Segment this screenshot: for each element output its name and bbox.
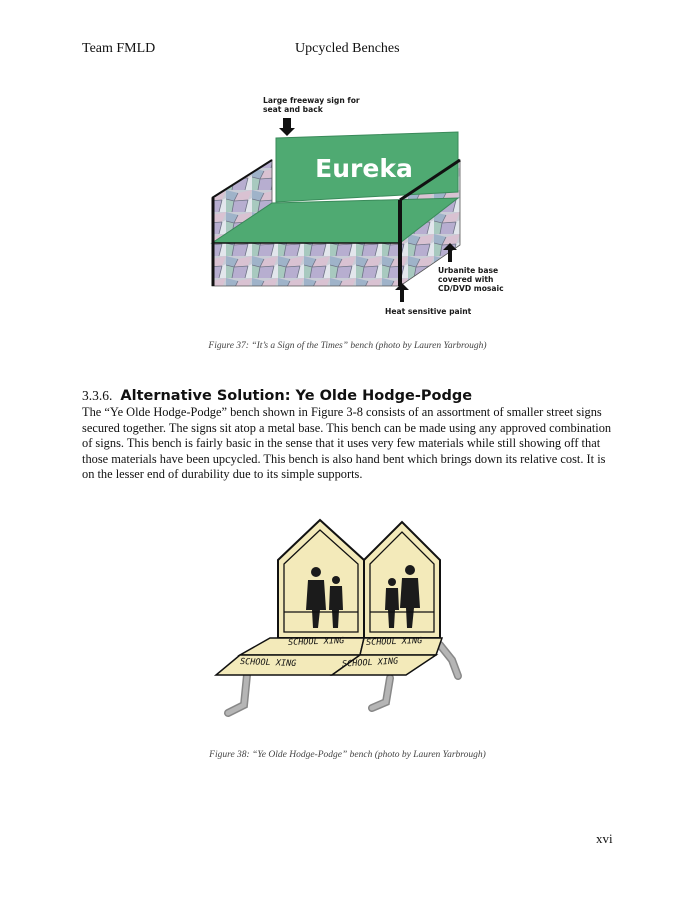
header-title: Upcycled Benches: [295, 41, 400, 56]
section-title: Alternative Solution: Ye Olde Hodge-Podge: [120, 388, 473, 404]
header-team: Team FMLD: [82, 41, 156, 56]
label-freeway-sign: Large freeway sign for seat and back: [263, 96, 360, 114]
figure-37-caption: Figure 37: “It’s a Sign of the Times” bench (photo by Lauren Yarbrough): [208, 341, 487, 351]
label-heat-paint: Heat sensitive paint: [385, 307, 472, 316]
section-paragraph: The “Ye Olde Hodge-Podge” bench shown in Figure 3-8 consists of an assortment of smaller street signs secured together. The signs sit atop a metal base. This bench can be made using any approved combination of signs. This bench is fairly basic in the sense that it uses very few materials while still showing off that those materials have been upcycled. This bench is also hand bent which brings down its relative cost. It is on the lesser end of durability due to its simple supports.: [82, 405, 612, 482]
seat-sign-text-4: SCHOOL XING: [341, 656, 399, 670]
seat-sign-text-2: SCHOOL XING: [365, 636, 423, 648]
seat-sign-text-3: SCHOOL XING: [239, 657, 297, 669]
figure-38-caption: Figure 38: “Ye Olde Hodge-Podge” bench (photo by Lauren Yarbrough): [209, 750, 486, 760]
figure-37: [200, 80, 530, 330]
eureka-sign-text: Eureka: [315, 154, 413, 183]
figure-38-illustration: [200, 510, 480, 725]
figure-38: [200, 510, 480, 725]
page-number: xvi: [596, 831, 613, 846]
label-urbanite-base: Urbanite base covered with CD/DVD mosaic: [438, 266, 504, 293]
section-number: 3.3.6.: [82, 388, 113, 403]
seat-sign-text-1: SCHOOL XING: [287, 636, 345, 648]
section-heading: [82, 387, 472, 405]
